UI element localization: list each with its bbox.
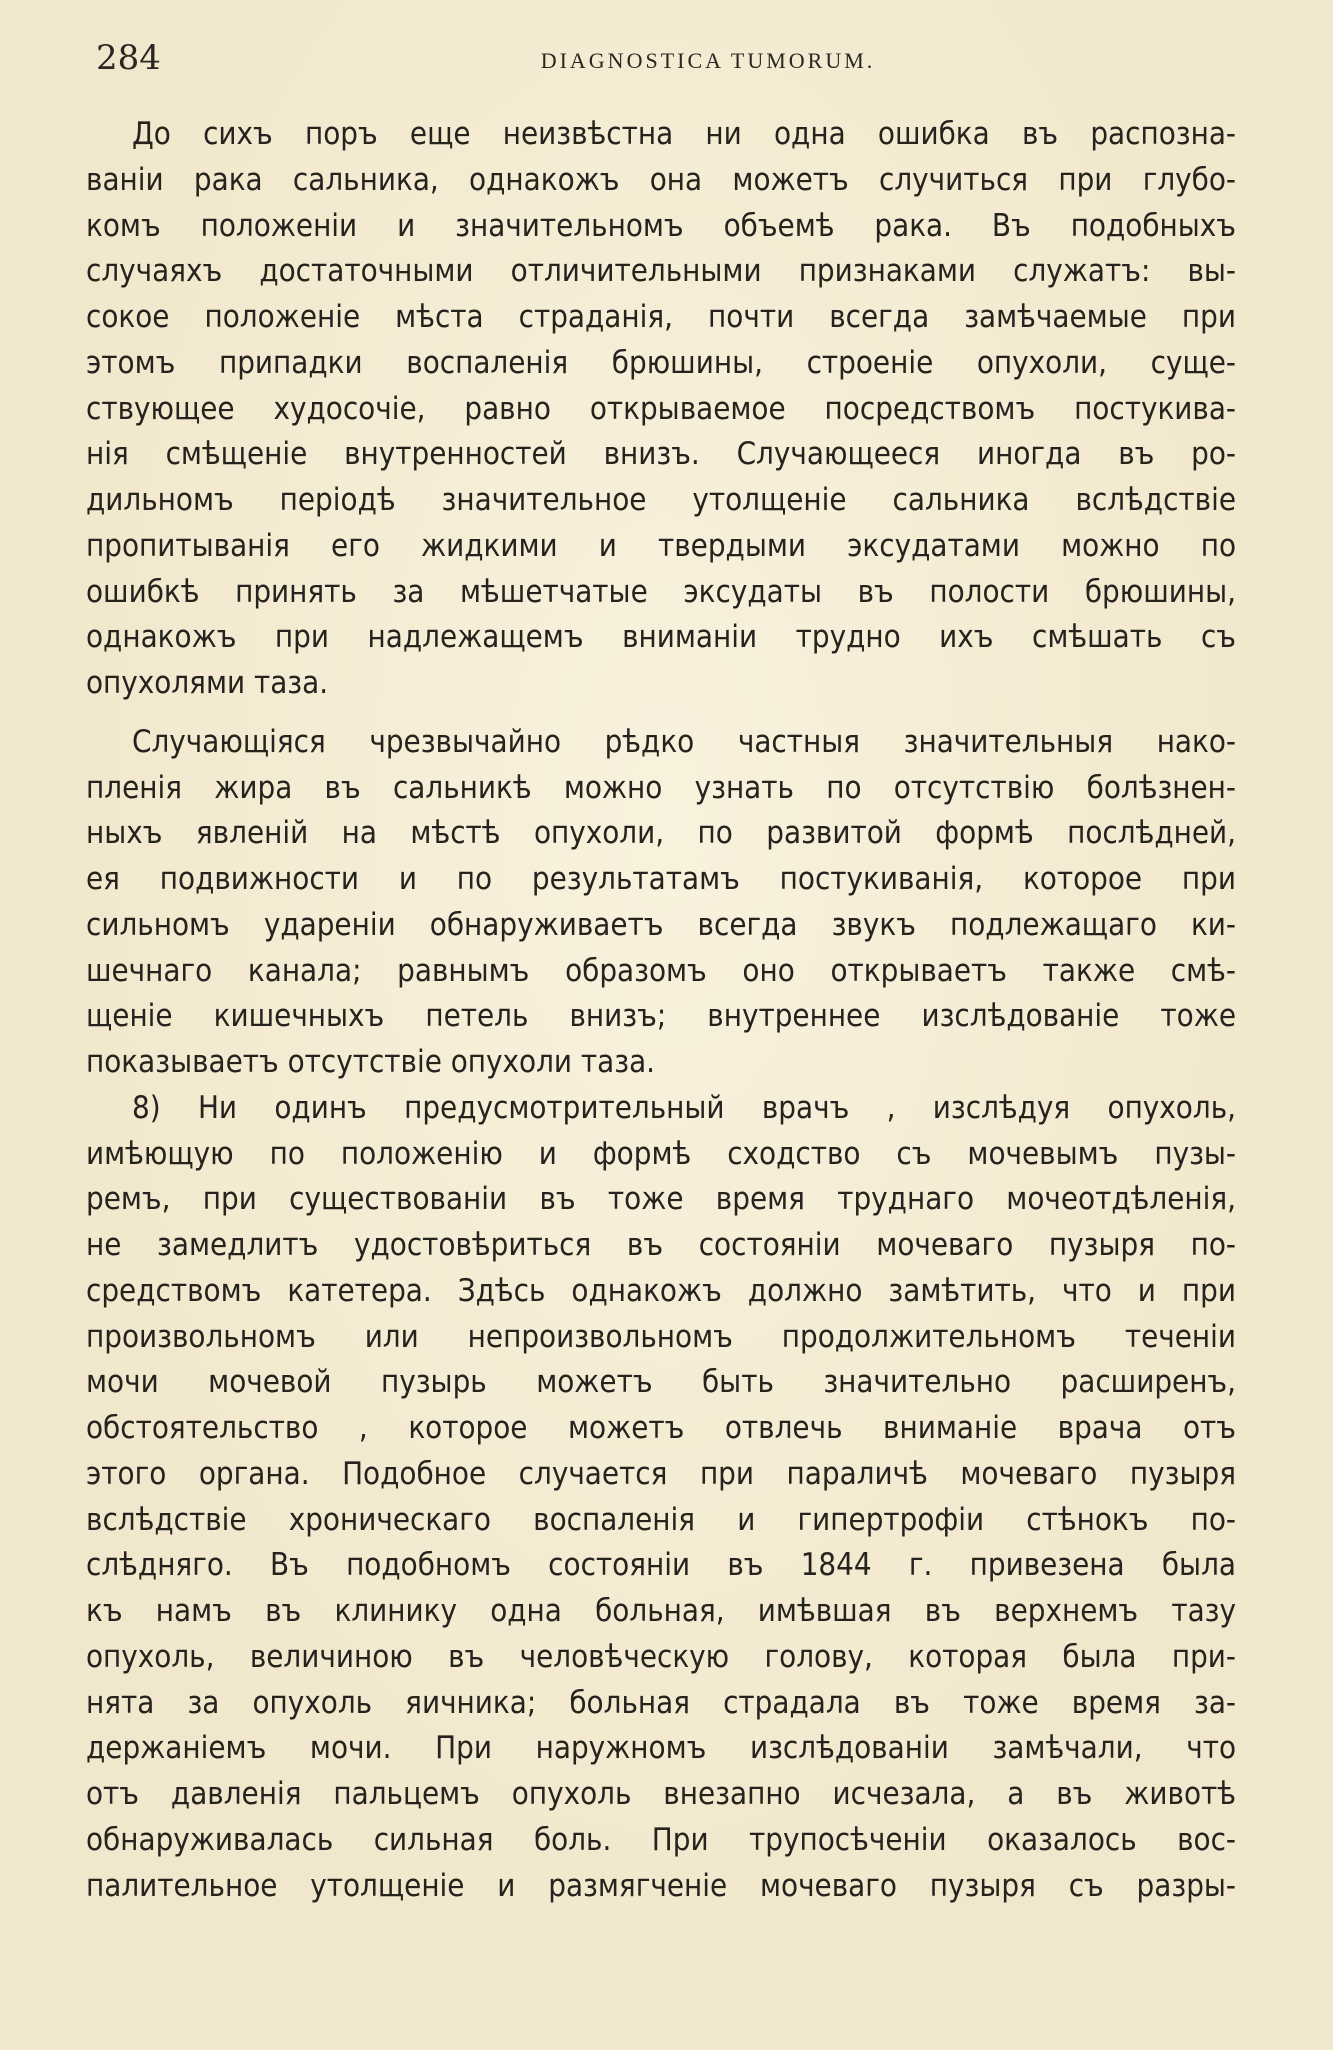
- text-line: До сихъ поръ еще неизвѣстна ни одна ошибка въ распозна-: [132, 116, 1236, 152]
- text-line: отъ давленія пальцемъ опухоль внезапно исчезала, а въ животѣ: [86, 1776, 1236, 1812]
- text-line: не замедлитъ удостовѣриться въ состояніи мочеваго пузыря по-: [86, 1227, 1236, 1263]
- text-line: ея подвижности и по результатамъ постукиванія, которое при: [86, 861, 1236, 897]
- text-line: нія смѣщеніе внутренностей внизъ. Случающееся иногда въ ро-: [86, 436, 1236, 473]
- text-line: Случающіяся чрезвычайно рѣдко частныя значительныя нако-: [132, 723, 1236, 760]
- text-line: обстоятельство , которое можетъ отвлечь вниманіе врача отъ: [86, 1410, 1236, 1446]
- text-line: однакожъ при надлежащемъ вниманіи трудно ихъ смѣшать съ: [86, 619, 1236, 656]
- text-line: шечнаго канала; равнымъ образомъ оно открываетъ также смѣ-: [86, 952, 1236, 989]
- text-line: средствомъ катетера. Здѣсь однакожъ должно замѣтить, что и при: [86, 1272, 1236, 1309]
- text-line: дильномъ періодѣ значительное утолщеніе сальника вслѣдствіе: [86, 482, 1236, 518]
- text-line: щеніе кишечныхъ петель внизъ; внутреннее изслѣдованіе тоже: [86, 998, 1236, 1035]
- paragraph: [86, 720, 1236, 1086]
- text-line: этомъ припадки воспаленія брюшины, строеніе опухоли, суще-: [86, 344, 1236, 381]
- text-line: опухоль, величиною въ человѣческую голову, которая была при-: [86, 1638, 1236, 1675]
- text-line: комъ положеніи и значительномъ объемѣ рака. Въ подобныхъ: [86, 207, 1236, 244]
- text-line: сокое положеніе мѣста страданія, почти всегда замѣчаемые при: [86, 299, 1236, 335]
- text-line: къ намъ въ клинику одна больная, имѣвшая въ верхнемъ тазу: [86, 1593, 1236, 1629]
- paragraph: [86, 1086, 1236, 1910]
- text-line: пленія жира въ сальникѣ можно узнать по отсутствію болѣзнен-: [86, 769, 1236, 806]
- text-line: случаяхъ достаточными отличительными признаками служатъ: вы-: [86, 253, 1236, 290]
- text-line: этого органа. Подобное случается при параличѣ мочеваго пузыря: [86, 1455, 1236, 1492]
- page-number: 284: [96, 38, 161, 78]
- text-line: произвольномъ или непроизвольномъ продолжительномъ теченіи: [86, 1318, 1236, 1355]
- text-line: обнаруживалась сильная боль. При трупосѣченіи оказалось вос-: [86, 1821, 1236, 1858]
- text-line: имѣющую по положенію и формѣ сходство съ мочевымъ пузы-: [86, 1135, 1236, 1172]
- running-head: DIAGNOSTICA TUMORUM.: [540, 48, 876, 73]
- text-line: пропитыванія его жидкими и твердыми эксудатами можно по: [86, 527, 1236, 564]
- page-header: [96, 34, 1240, 90]
- text-line: слѣдняго. Въ подобномъ состояніи въ 1844 г. привезена была: [86, 1547, 1236, 1584]
- text-line: ствующее худосочіе, равно открываемое посредствомъ постукива-: [86, 390, 1236, 427]
- text-line: 8) Ни одинъ предусмотрительный врачъ , изслѣдуя опухоль,: [132, 1089, 1236, 1126]
- text-line: сильномъ удареніи обнаруживаетъ всегда звукъ подлежащаго ки-: [86, 906, 1236, 943]
- text-line: ремъ, при существованіи въ тоже время труднаго мочеотдѣленія,: [86, 1181, 1236, 1218]
- text-line: нята за опухоль яичника; больная страдала въ тоже время за-: [86, 1684, 1236, 1721]
- text-line: вслѣдствіе хроническаго воспаленія и гипертрофіи стѣнокъ по-: [86, 1501, 1236, 1538]
- paragraph-gap: [86, 707, 1236, 720]
- text-line: ваніи рака сальника, однакожъ она можетъ случиться при глубо-: [86, 161, 1236, 198]
- text-line: ныхъ явленій на мѣстѣ опухоли, по развитой формѣ послѣдней,: [86, 815, 1236, 852]
- text-line: мочи мочевой пузырь можетъ быть значительно расширенъ,: [86, 1364, 1236, 1401]
- paragraph: [86, 112, 1236, 707]
- text-line: показываетъ отсутствіе опухоли таза.: [86, 1044, 656, 1080]
- body-text: [86, 112, 1236, 1909]
- text-line: палительное утолщеніе и размягченіе мочеваго пузыря съ разры-: [86, 1867, 1236, 1904]
- text-line: держаніемъ мочи. При наружномъ изслѣдованіи замѣчали, что: [86, 1730, 1236, 1767]
- text-line: опухолями таза.: [86, 665, 329, 701]
- text-line: ошибкѣ принять за мѣшетчатые эксудаты въ полости брюшины,: [86, 573, 1236, 610]
